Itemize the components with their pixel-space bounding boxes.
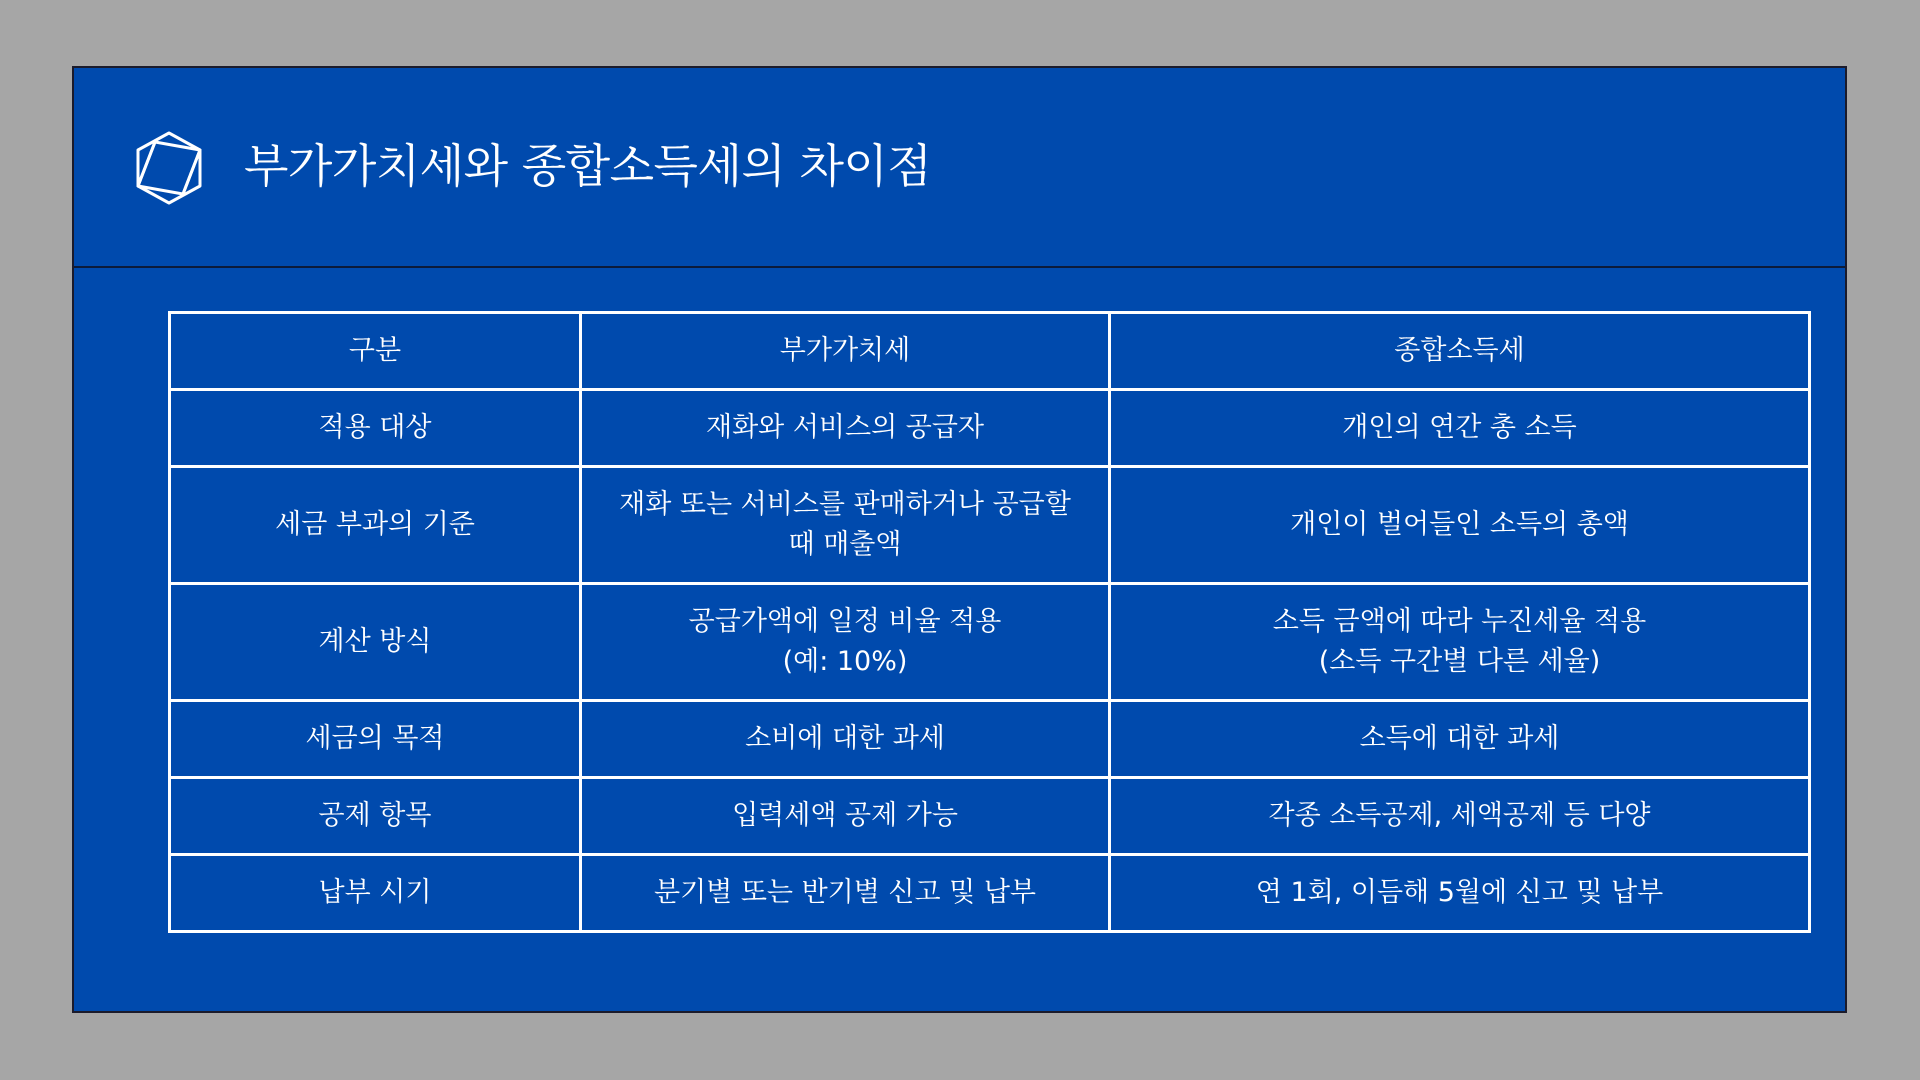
row-category: 공제 항목: [170, 778, 581, 855]
cell-line: 각종 소득공제, 세액공제 등 다양: [1268, 800, 1651, 831]
cell-line: (소득 구간별 다른 세율): [1318, 646, 1601, 677]
row-income-tax: [1110, 584, 1810, 701]
cell-line: 연 1회, 이듬해 5월에 신고 및 납부: [1255, 877, 1664, 908]
cell-line: (예: 10%): [782, 646, 908, 677]
row-income-tax: [1110, 390, 1810, 467]
row-vat: [581, 778, 1110, 855]
header-divider: [74, 266, 1845, 268]
cell-line: 소비에 대한 과세: [745, 723, 945, 754]
cell-line: 공급가액에 일정 비율 적용: [688, 606, 1002, 637]
table-row: [170, 390, 1810, 467]
comparison-table: [168, 311, 1811, 933]
cell-line: 재화와 서비스의 공급자: [706, 412, 984, 443]
row-vat: [581, 467, 1110, 584]
row-income-tax: [1110, 778, 1810, 855]
header-category: 구분: [170, 313, 581, 390]
slide-header: [74, 68, 1845, 268]
header-vat: 부가가치세: [581, 313, 1110, 390]
table-row: [170, 584, 1810, 701]
row-category: 세금 부과의 기준: [170, 467, 581, 584]
slide: [72, 66, 1847, 1013]
header-income-tax: 종합소득세: [1110, 313, 1810, 390]
cell-line: 입력세액 공제 가능: [732, 800, 958, 831]
table-row: [170, 701, 1810, 778]
table-row: [170, 467, 1810, 584]
cell-line: 개인이 벌어들인 소득의 총액: [1290, 509, 1629, 540]
row-income-tax: [1110, 467, 1810, 584]
row-income-tax: [1110, 855, 1810, 932]
cell-line: 소득에 대한 과세: [1359, 723, 1560, 754]
cell-line: 개인의 연간 총 소득: [1342, 412, 1577, 443]
row-vat: [581, 390, 1110, 467]
row-vat: [581, 584, 1110, 701]
table-row: [170, 855, 1810, 932]
cell-line: 재화 또는 서비스를 판매하거나 공급할: [619, 489, 1071, 520]
row-category: 납부 시기: [170, 855, 581, 932]
table-header-row: [170, 313, 1810, 390]
row-income-tax: [1110, 701, 1810, 778]
cell-line: 때 매출액: [788, 529, 902, 560]
row-vat: [581, 855, 1110, 932]
hexagon-cube-icon: [134, 130, 204, 206]
page-title: 부가가치세와 종합소득세의 차이점: [244, 139, 932, 193]
cell-line: 소득 금액에 따라 누진세율 적용: [1272, 606, 1647, 637]
cell-line: 분기별 또는 반기별 신고 및 납부: [654, 877, 1036, 908]
row-vat: [581, 701, 1110, 778]
table-row: [170, 778, 1810, 855]
row-category: 세금의 목적: [170, 701, 581, 778]
row-category: 적용 대상: [170, 390, 581, 467]
row-category: 계산 방식: [170, 584, 581, 701]
